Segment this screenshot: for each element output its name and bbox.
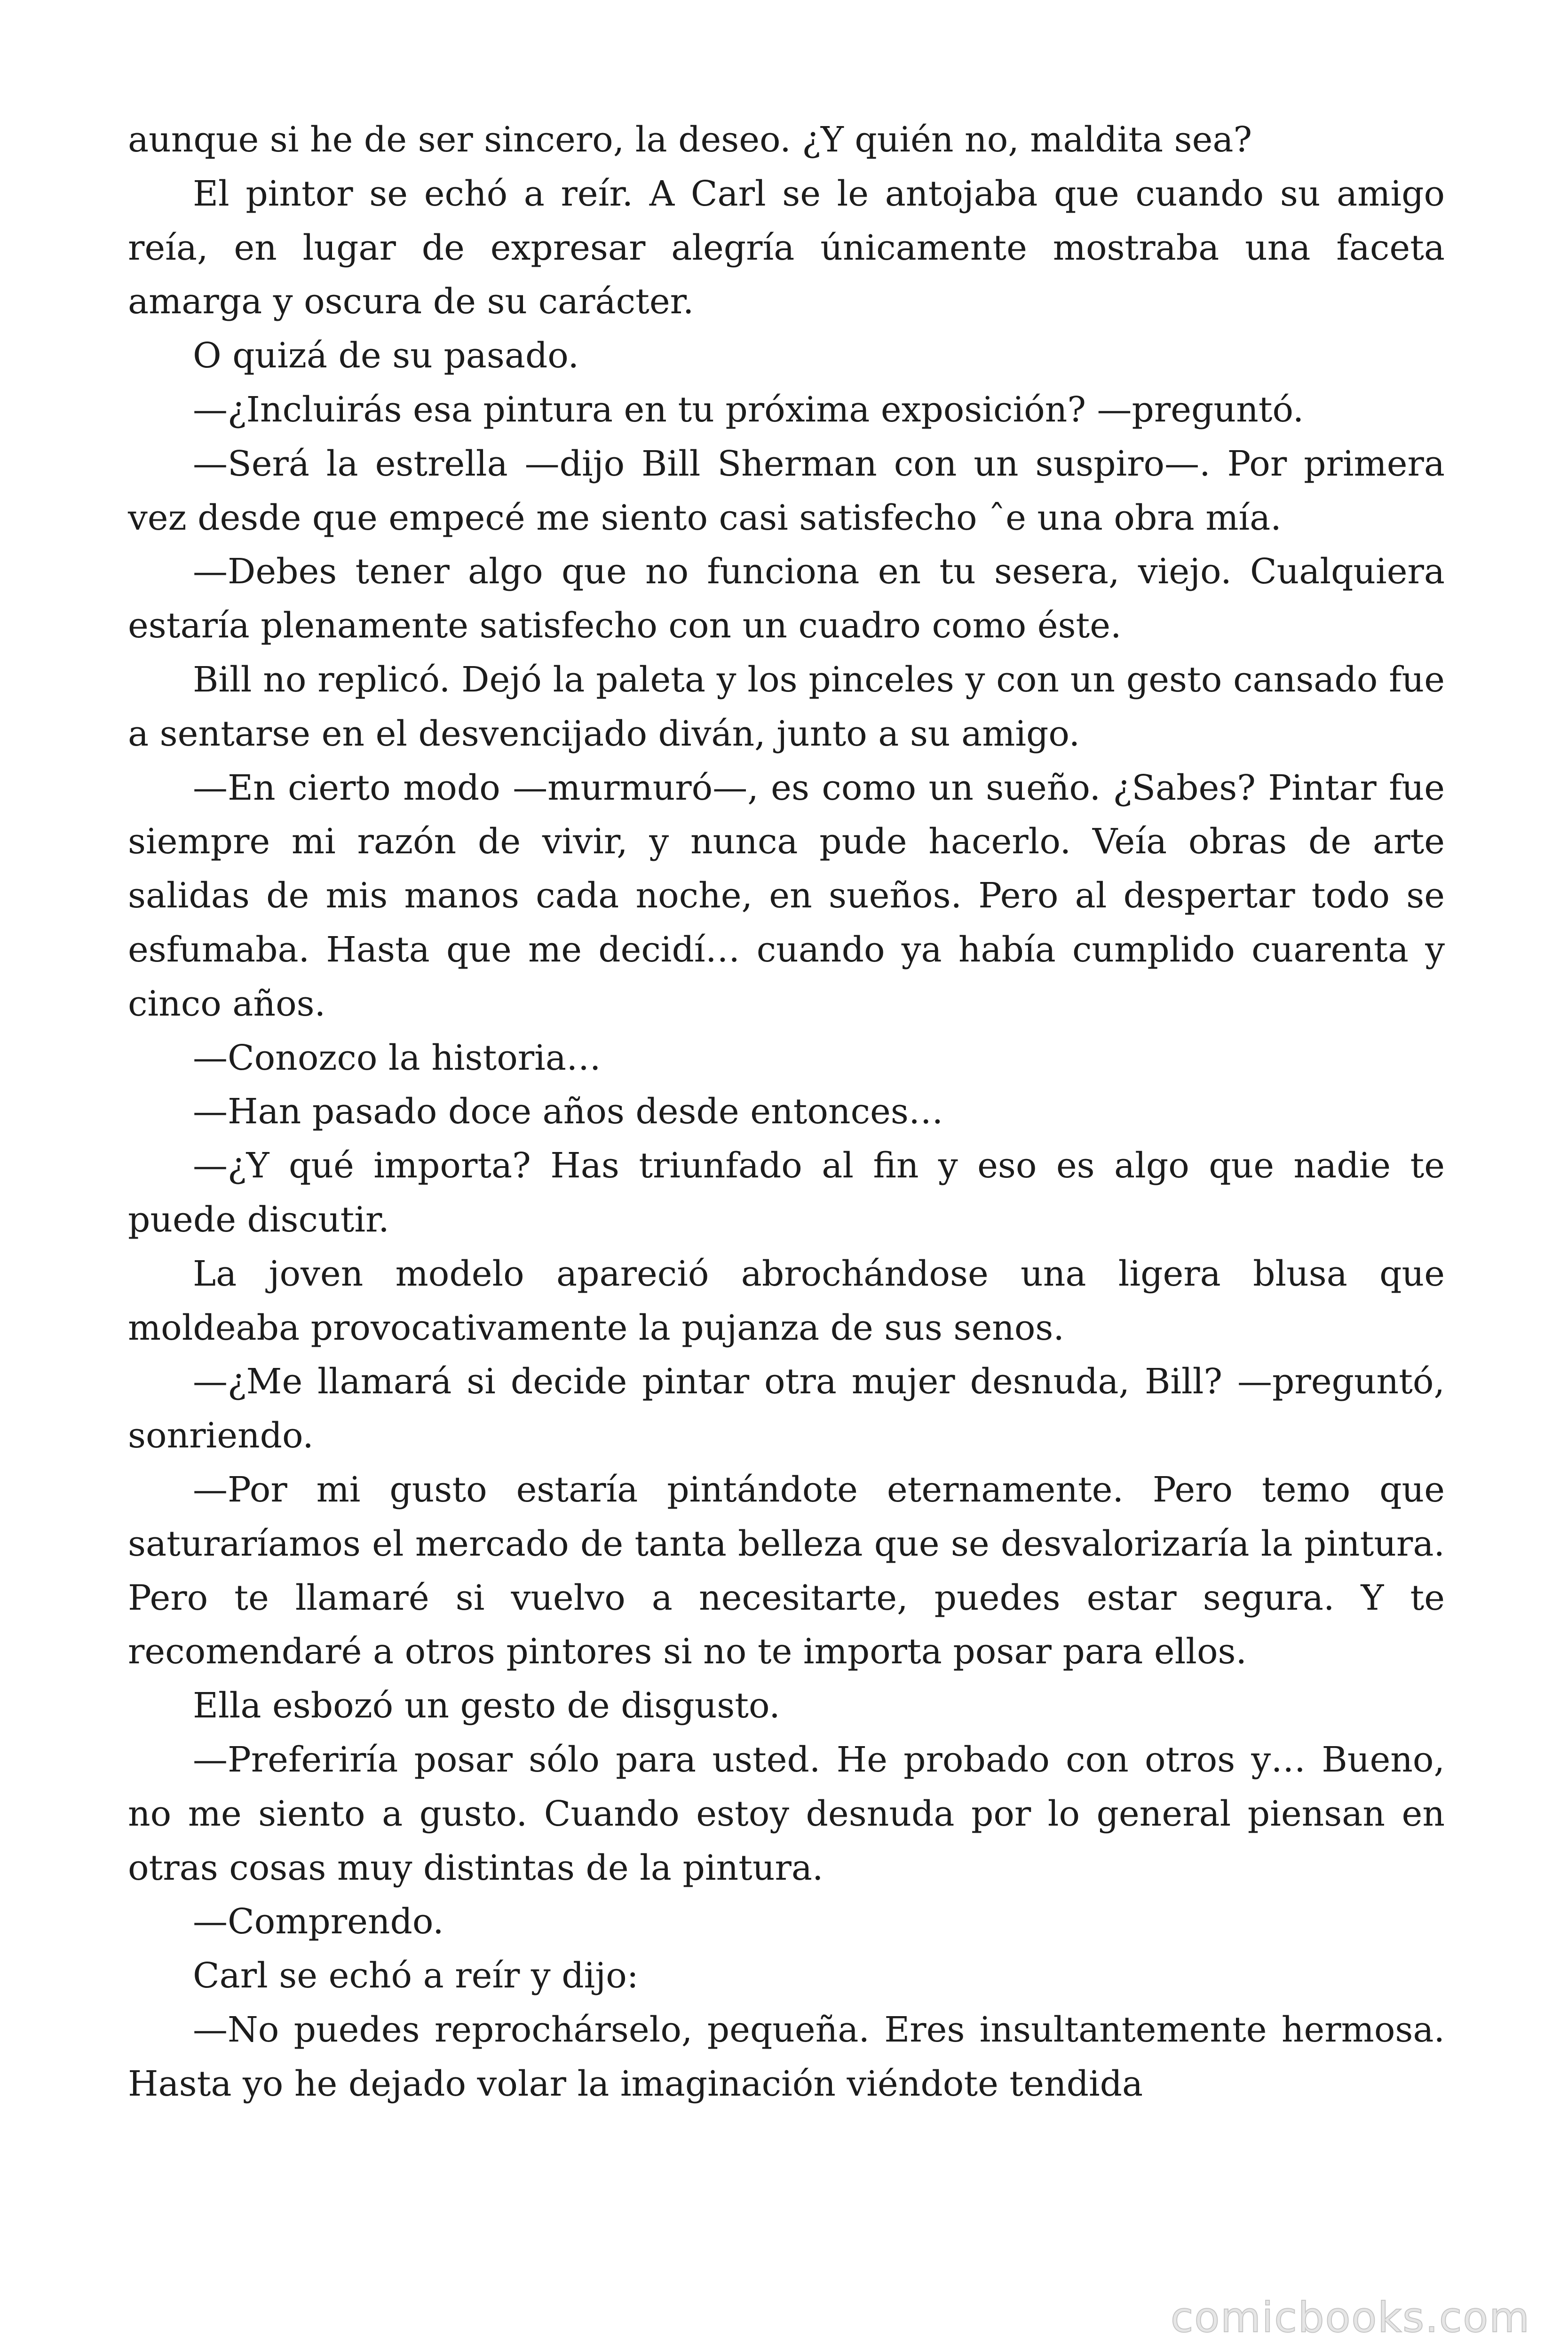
paragraph-13: —¿Me llamará si decide pintar otra mujer desnuda, Bill? —preguntó, sonriendo. xyxy=(128,1361,1445,1456)
paragraph-8: —En cierto modo —murmuró—, es como un sueño. ¿Sabes? Pintar fue siempre mi razón de vivir, y nunca pude hacerlo. Veía obras de arte salidas de mis manos cada noche, en sueños. Pero al despertar todo se esfumaba. Hasta que me decidí… cuando ya había cumplido cuarenta y cinco años. xyxy=(128,767,1445,1024)
paragraph-15: Ella esbozó un gesto de disgusto. xyxy=(193,1685,780,1726)
paragraph-5: —Será la estrella —dijo Bill Sherman con un suspiro—. Por primera vez desde que empecé me siento casi satisfecho ˆe una obra mía. xyxy=(128,443,1445,538)
paragraph-1: aunque si he de ser sincero, la deseo. ¿Y quién no, maldita sea? xyxy=(128,119,1252,160)
paragraph-9: —Conozco la historia… xyxy=(193,1037,601,1078)
paragraph-16: —Preferiría posar sólo para usted. He probado con otros y… Bueno, no me siento a gusto. Cuando estoy desnuda por lo general piensan en otras cosas muy distintas de la pintura. xyxy=(128,1739,1445,1888)
paragraph-10: —Han pasado doce años desde entonces… xyxy=(193,1091,943,1132)
paragraph-11: —¿Y qué importa? Has triunfado al fin y eso es algo que nadie te puede discutir. xyxy=(128,1145,1445,1240)
paragraph-17: —Comprendo. xyxy=(193,1901,444,1942)
paragraph-6: —Debes tener algo que no funciona en tu sesera, viejo. Cualquiera estaría plenamente satisfecho con un cuadro como éste. xyxy=(128,551,1445,646)
paragraph-18: Carl se echó a reír y dijo: xyxy=(193,1955,639,1996)
paragraph-14: —Por mi gusto estaría pintándote eternamente. Pero temo que saturaríamos el mercado de tanta belleza que se desvalorizaría la pintura. Pero te llamaré si vuelvo a necesitarte, puedes estar segura. Y te recomendaré a otros pintores si no te importa posar para ellos. xyxy=(128,1469,1445,1672)
body-text xyxy=(128,113,1445,2111)
paragraph-19: —No puedes reprochárselo, pequeña. Eres insultantemente hermosa. Hasta yo he dejado volar la imaginación viéndote tendida xyxy=(128,2009,1445,2104)
paragraph-12: La joven modelo apareció abrochándose una ligera blusa que moldeaba provocativamente la pujanza de sus senos. xyxy=(128,1253,1445,1348)
paragraph-2: El pintor se echó a reír. A Carl se le antojaba que cuando su amigo reía, en lugar de expresar alegría únicamente mostraba una faceta amarga y oscura de su carácter. xyxy=(128,173,1445,322)
paragraph-3: O quizá de su pasado. xyxy=(193,335,579,376)
site-watermark: comicbooks.com xyxy=(1170,2293,1530,2342)
paragraph-4: —¿Incluirás esa pintura en tu próxima exposición? —preguntó. xyxy=(193,389,1304,430)
paragraph-7: Bill no replicó. Dejó la paleta y los pinceles y con un gesto cansado fue a sentarse en el desvencijado diván, junto a su amigo. xyxy=(128,659,1445,754)
